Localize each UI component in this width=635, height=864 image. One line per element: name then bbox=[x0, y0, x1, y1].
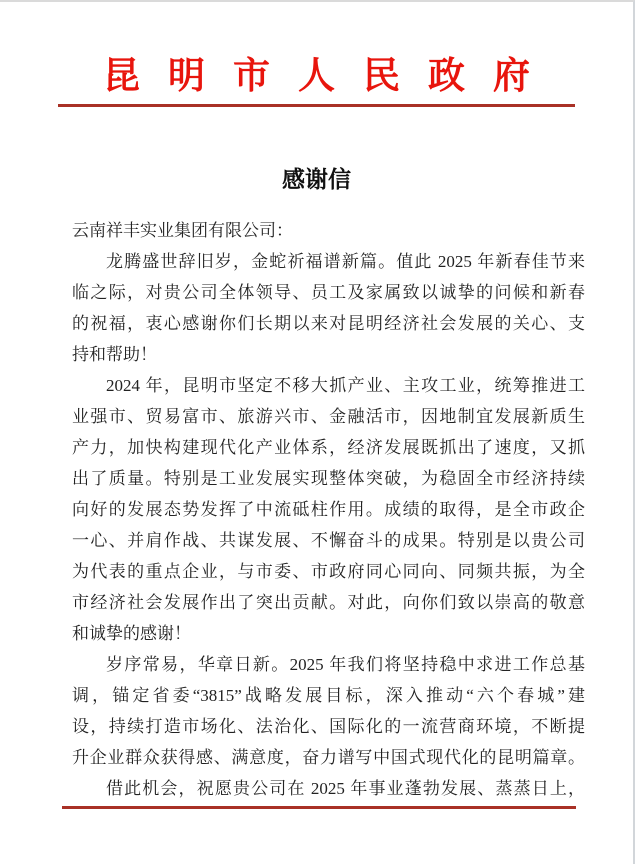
body-line: 为代表的重点企业，与市委、市政府同心同向、同频共振，为全 bbox=[72, 562, 585, 581]
body-line: 设，持续打造市场化、法治化、国际化的一流营商环境，不断提 bbox=[72, 717, 585, 736]
letter-body bbox=[0, 215, 633, 804]
body-line: 调，锚定省委“3815”战略发展目标，深入推动“六个春城”建 bbox=[72, 686, 585, 705]
body-line: 向好的发展态势发挥了中流砥柱作用。成绩的取得，是全市政企 bbox=[72, 500, 585, 519]
body-line: 云南祥丰实业集团有限公司： bbox=[72, 221, 293, 240]
letterhead-rule bbox=[58, 104, 575, 107]
body-line: 岁序常易，华章日新。2025 年我们将坚持稳中求进工作总基 bbox=[106, 655, 585, 674]
body-line: 升企业群众获得感、满意度，奋力谱写中国式现代化的昆明篇章。 bbox=[72, 748, 585, 767]
body-line: 临之际，对贵公司全体领导、员工及家属致以诚挚的问候和新春 bbox=[72, 283, 585, 302]
body-line: 业强市、贸易富市、旅游兴市、金融活市，因地制宜发展新质生 bbox=[72, 407, 585, 426]
body-line: 借此机会，祝愿贵公司在 2025 年事业蓬勃发展、蒸蒸日上， bbox=[106, 779, 585, 798]
body-line: 龙腾盛世辞旧岁，金蛇祈福谱新篇。值此 2025 年新春佳节来 bbox=[106, 252, 585, 271]
body-line: 出了质量。特别是工业发展实现整体突破，为稳固全市经济持续 bbox=[72, 469, 585, 488]
body-line: 持和帮助！ bbox=[72, 345, 157, 364]
body-line: 的祝福，衷心感谢你们长期以来对昆明经济社会发展的关心、支 bbox=[72, 314, 585, 333]
footer-rule bbox=[62, 806, 576, 809]
body-line: 市经济社会发展作出了突出贡献。对此，向你们致以崇高的敬意 bbox=[72, 593, 585, 612]
body-line: 2024 年，昆明市坚定不移大抓产业、主攻工业，统筹推进工 bbox=[106, 376, 585, 395]
letterhead-org-name: 昆明市人民政府 bbox=[103, 56, 558, 97]
body-line: 一心、并肩作战、共谋发展、不懈奋斗的成果。特别是以贵公司 bbox=[72, 531, 585, 550]
body-line: 产力，加快构建现代化产业体系，经济发展既抓出了速度，又抓 bbox=[72, 438, 585, 457]
letter-title: 感谢信 bbox=[282, 167, 351, 192]
body-line: 和诚挚的感谢！ bbox=[72, 624, 191, 643]
